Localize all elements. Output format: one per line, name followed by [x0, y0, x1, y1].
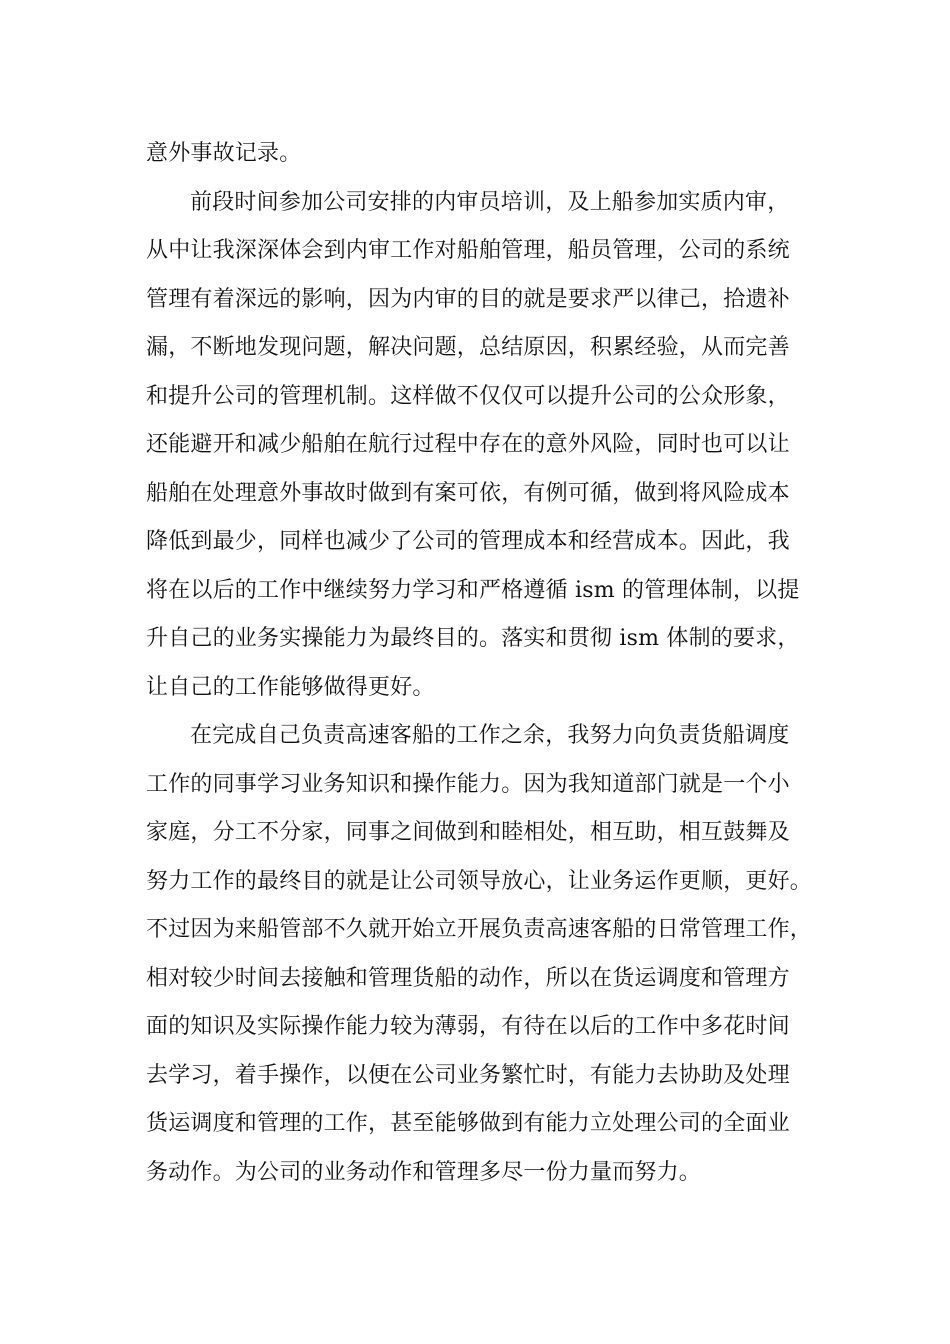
- text-line: 相对较少时间去接触和管理货船的动作，所以在货运调度和管理方: [146, 965, 790, 991]
- text-line: 将在以后的工作中继续努力学习和严格遵循 ism 的管理体制，以提: [146, 577, 800, 603]
- text-line: 面的知识及实际操作能力较为薄弱，有待在以后的工作中多花时间: [146, 1014, 790, 1039]
- text-line: 还能避开和减少船舶在航行过程中存在的意外风险，同时也可以让: [146, 432, 790, 457]
- text-line: 意外事故记录。: [146, 141, 302, 166]
- text-line: 货运调度和管理的工作，甚至能够做到有能力立处理公司的全面业: [146, 1111, 790, 1136]
- text-line: 家庭，分工不分家，同事之间做到和睦相处，相互助，相互鼓舞及: [146, 820, 790, 845]
- text-line: 务动作。为公司的业务动作和管理多尽一份力量而努力。: [146, 1159, 702, 1185]
- text-line: 升自己的业务实操能力为最终目的。落实和贯彻 ism 体制的要求，: [146, 626, 800, 651]
- text-line: 努力工作的最终目的就是让公司领导放心，让业务运作更顺，更好。: [146, 868, 813, 894]
- text-line: 去学习，着手操作，以便在公司业务繁忙时，有能力去协助及处理: [146, 1062, 790, 1088]
- text-line: 不过因为来船管部不久就开始立开展负责高速客船的日常管理工作，: [146, 917, 813, 942]
- text-line: 在完成自己负责高速客船的工作之余，我努力向负责货船调度: [190, 723, 790, 748]
- text-line: 前段时间参加公司安排的内审员培训，及上船参加实质内审，: [190, 189, 790, 215]
- text-line: 降低到最少，同样也减少了公司的管理成本和经营成本。因此，我: [146, 529, 790, 554]
- text-line: 让自己的工作能够做得更好。: [146, 674, 435, 700]
- text-line: 漏，不断地发现问题，解决问题，总结原因，积累经验，从而完善: [146, 335, 790, 360]
- body-text: [146, 130, 826, 1197]
- text-line: 和提升公司的管理机制。这样做不仅仅可以提升公司的公众形象，: [146, 383, 790, 409]
- text-line: 从中让我深深体会到内审工作对船舶管理，船员管理，公司的系统: [146, 238, 790, 263]
- text-line: 船舶在处理意外事故时做到有案可依，有例可循，做到将风险成本: [146, 480, 790, 506]
- text-line: 管理有着深远的影响，因为内审的目的就是要求严以律己，拾遗补: [146, 286, 790, 312]
- text-line: 工作的同事学习业务知识和操作能力。因为我知道部门就是一个小: [146, 771, 790, 797]
